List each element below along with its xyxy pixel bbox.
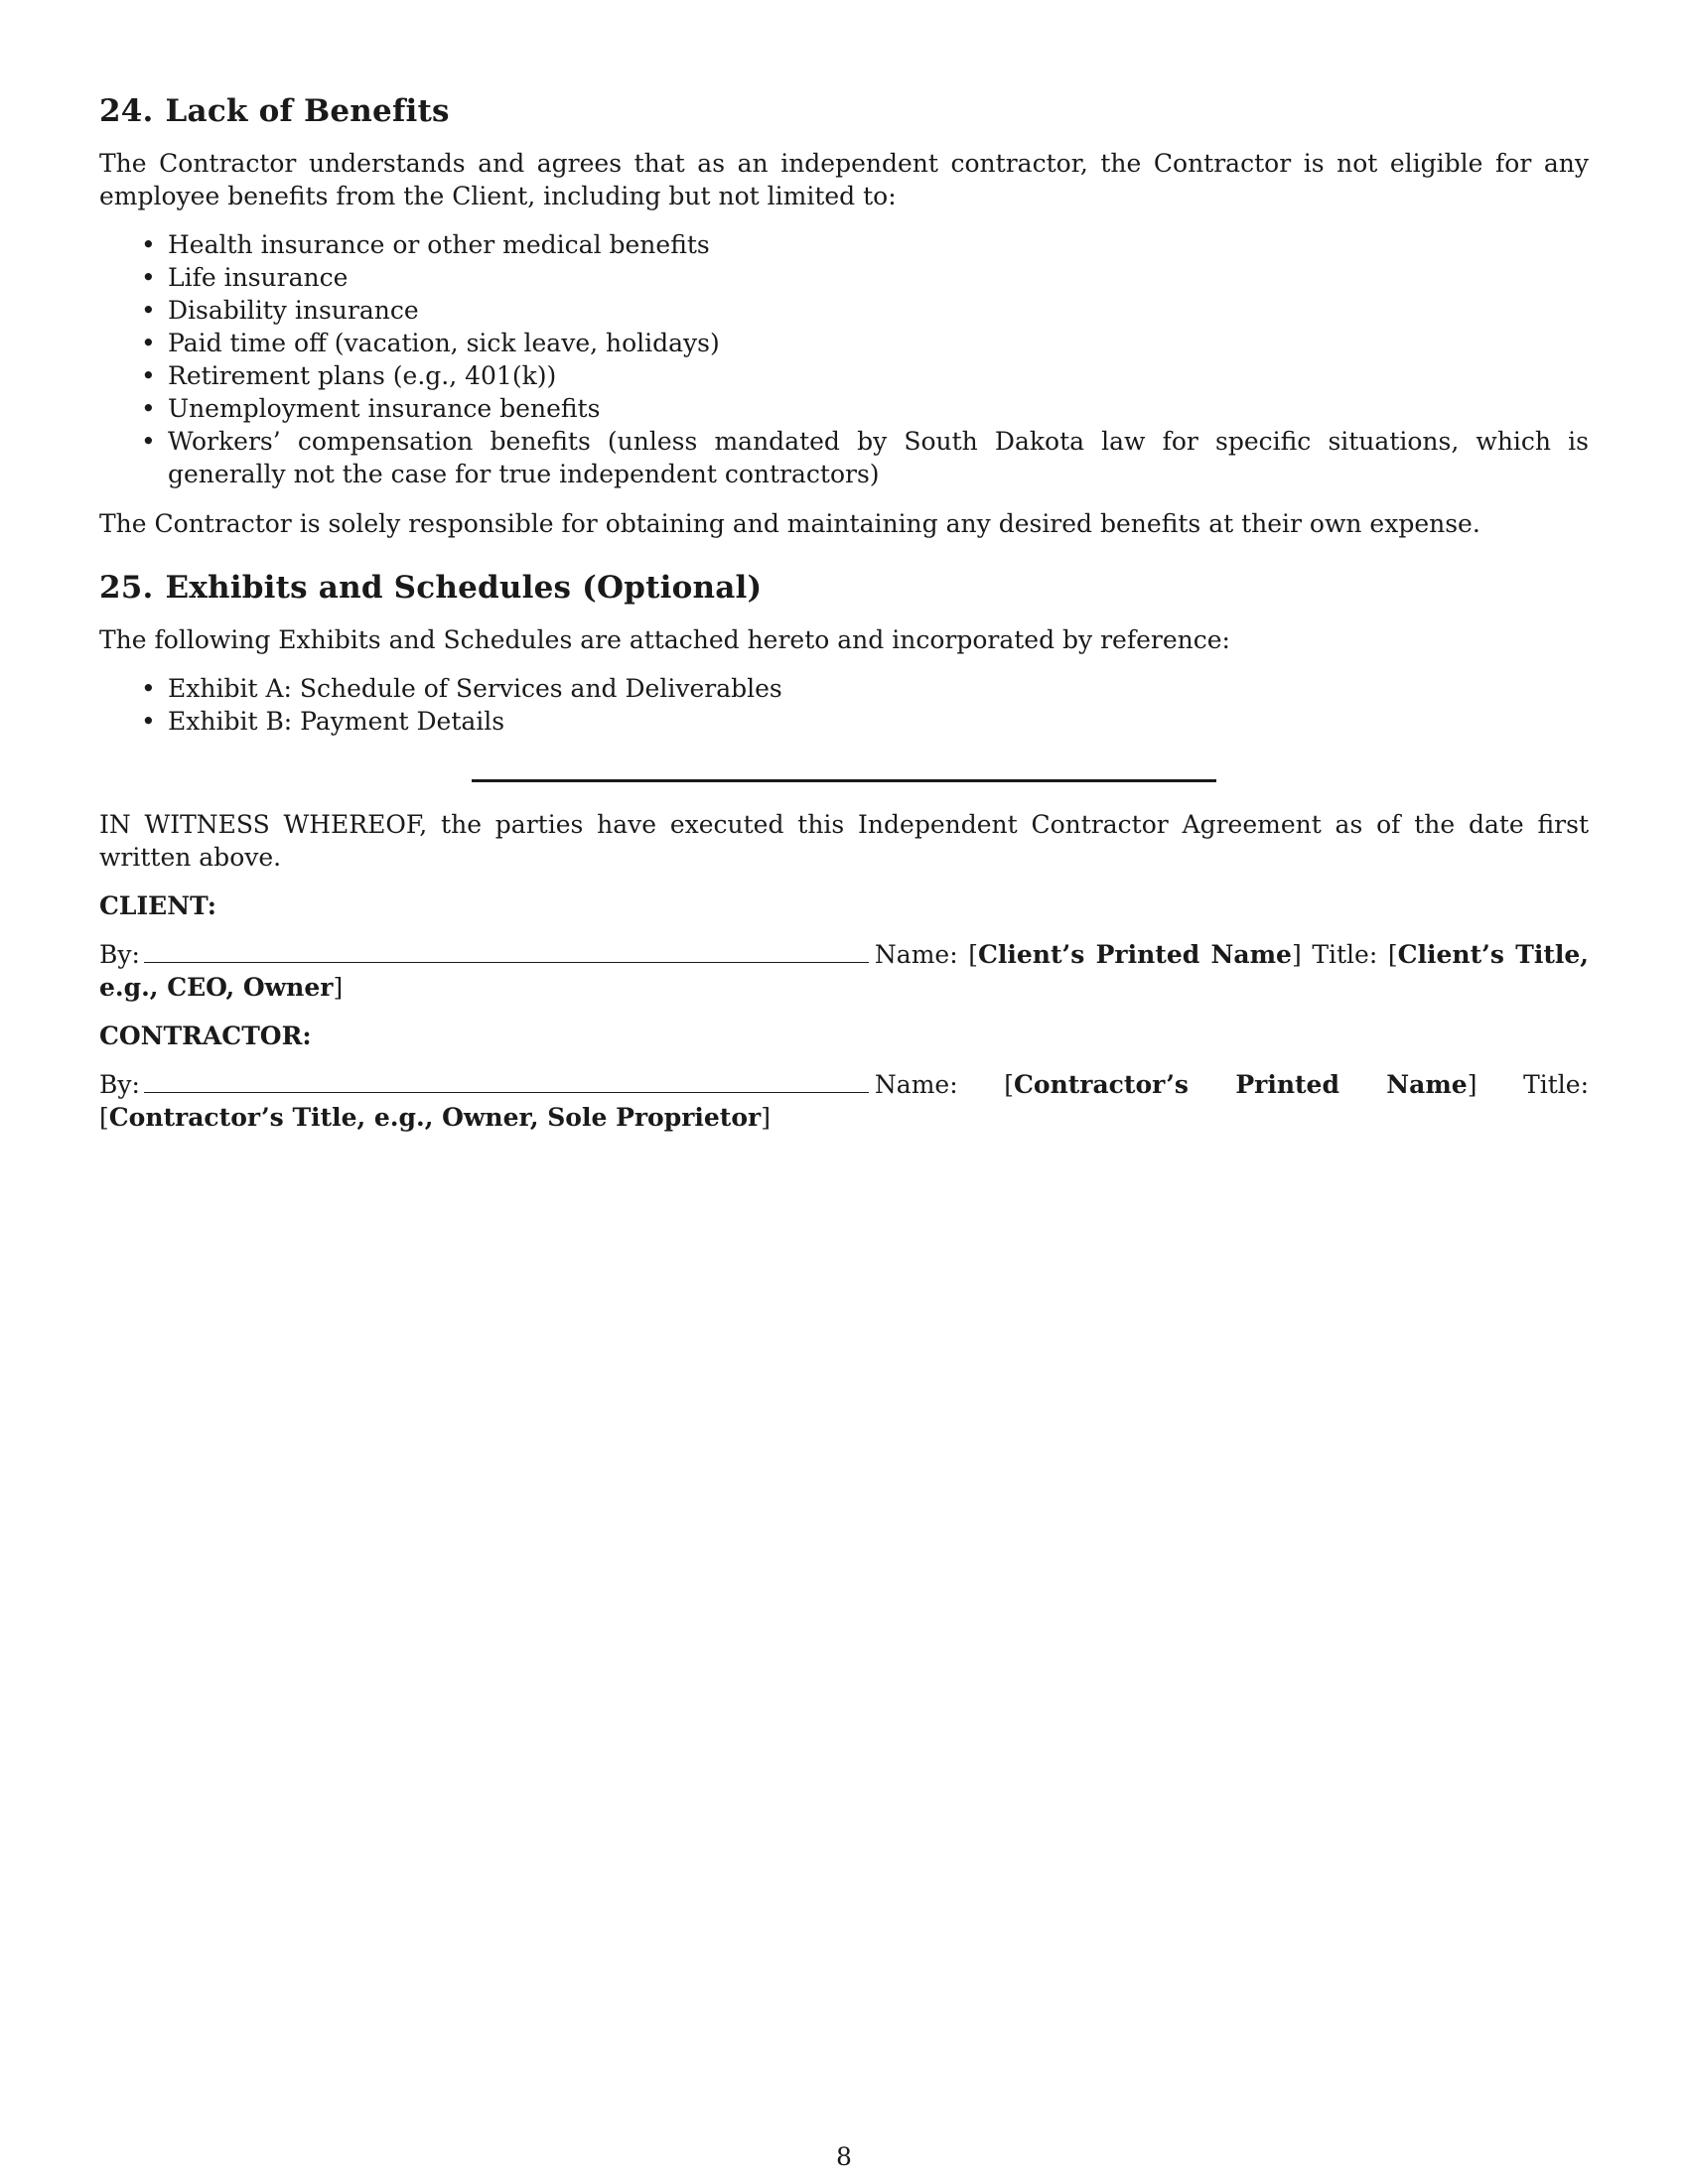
list-item: • Life insurance bbox=[168, 261, 1589, 294]
contractor-printed-name: Contractor’s Printed Name bbox=[1014, 1070, 1468, 1099]
client-label: CLIENT: bbox=[99, 891, 217, 920]
section-number: 24. bbox=[99, 93, 154, 129]
list-item: • Unemployment insurance benefits bbox=[168, 392, 1589, 425]
by-label: By: bbox=[99, 1070, 140, 1099]
client-printed-name: Client’s Printed Name bbox=[977, 940, 1292, 969]
section-exhibits-and-schedules bbox=[99, 568, 1589, 738]
section-title: Exhibits and Schedules (Optional) bbox=[165, 570, 763, 606]
benefits-list bbox=[99, 228, 1589, 490]
name-label: Name: bbox=[874, 1070, 958, 1099]
section-number: 25. bbox=[99, 570, 154, 606]
page-number: 8 bbox=[836, 2142, 852, 2171]
list-item: • Disability insurance bbox=[168, 294, 1589, 327]
list-item: • Exhibit B: Payment Details bbox=[168, 705, 1589, 738]
exhibits-list bbox=[99, 672, 1589, 738]
section-intro: The following Exhibits and Schedules are attached hereto and incorporated by reference: bbox=[99, 625, 1230, 654]
list-item: • Workers’ compensation benefits (unless mandated by South Dakota law for specific situations, which is generally not the case for true independent contractors) bbox=[168, 425, 1589, 490]
contractor-title: Contractor’s Title, e.g., Owner, Sole Proprietor bbox=[108, 1103, 762, 1132]
list-item: • Retirement plans (e.g., 401(k)) bbox=[168, 359, 1589, 392]
client-title: Client’s Title, e.g., CEO, Owner bbox=[99, 940, 1589, 1002]
section-heading bbox=[99, 91, 1589, 131]
section-lack-of-benefits bbox=[99, 91, 1589, 540]
section-title: Lack of Benefits bbox=[165, 93, 450, 129]
client-signature-line: By: Name: [Client’s Printed Name] Title: [Client’s Title, e.g., CEO, Owner] bbox=[99, 940, 1589, 1002]
name-label: Name: bbox=[874, 940, 958, 969]
section-closing: The Contractor is solely responsible for obtaining and maintaining any desired benefits at their own expense. bbox=[99, 509, 1480, 538]
contractor-signature-line: By: Name: [Contractor’s Printed Name] Title: [Contractor’s Title, e.g., Owner, Sole Proprietor] bbox=[99, 1070, 1590, 1132]
signature-field[interactable] bbox=[144, 1072, 869, 1093]
title-label: Title: bbox=[1312, 940, 1378, 969]
list-item: • Health insurance or other medical benefits bbox=[168, 228, 1589, 261]
contractor-label: CONTRACTOR: bbox=[99, 1022, 312, 1050]
list-item: • Paid time off (vacation, sick leave, holidays) bbox=[168, 327, 1589, 359]
by-label: By: bbox=[99, 940, 140, 969]
title-label: Title: bbox=[1523, 1070, 1590, 1099]
client-signature-block bbox=[99, 889, 1589, 1004]
contractor-signature-block bbox=[99, 1020, 1589, 1134]
horizontal-divider bbox=[472, 779, 1216, 782]
section-intro: The Contractor understands and agrees that as an independent contractor, the Contractor is not eligible for any employee benefits from the Client, including but not limited to: bbox=[99, 149, 1589, 210]
section-heading bbox=[99, 568, 1589, 608]
list-item: • Exhibit A: Schedule of Services and Deliverables bbox=[168, 672, 1589, 705]
document-page bbox=[99, 91, 1589, 1150]
witness-clause: IN WITNESS WHEREOF, the parties have executed this Independent Contractor Agreement as of the date first written above. bbox=[99, 810, 1589, 872]
signature-field[interactable] bbox=[144, 942, 869, 963]
